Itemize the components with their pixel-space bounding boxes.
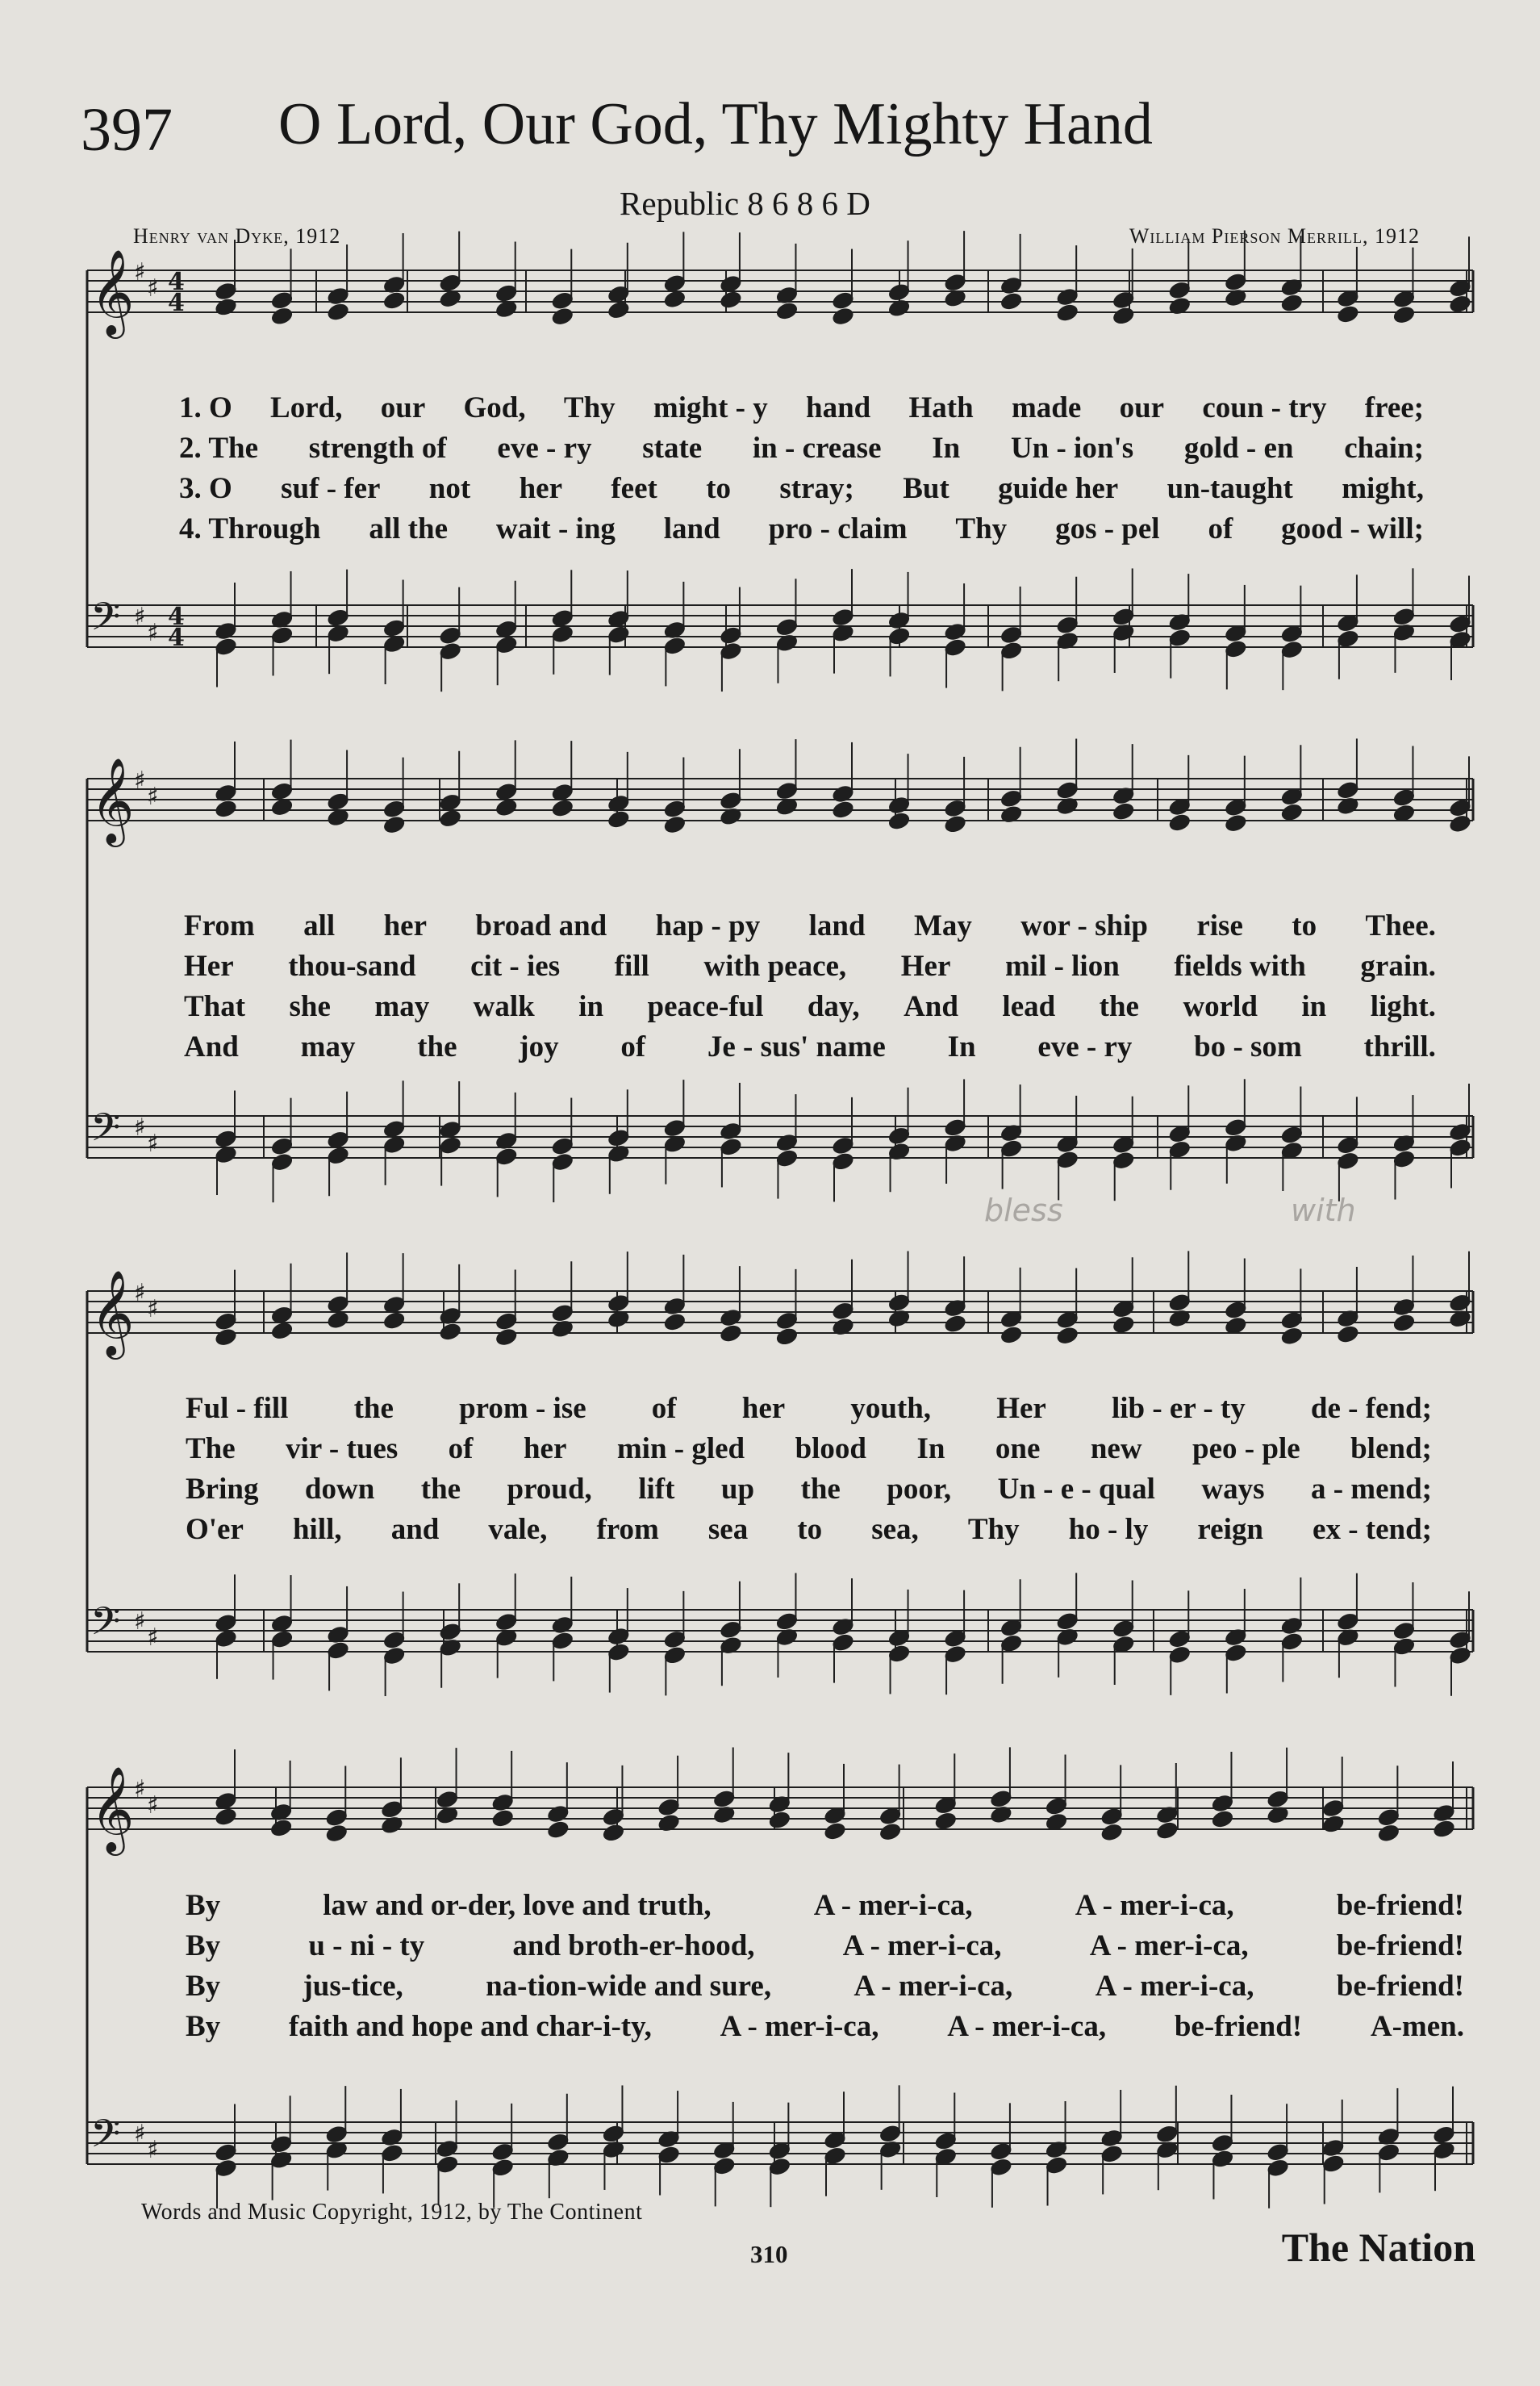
note-head [1167,295,1192,316]
note-head [324,1823,349,1844]
lyric-syllable: And [184,1030,239,1063]
lyric-syllable: lead [1002,990,1056,1023]
lyric-syllable: Ful - fill [186,1392,289,1425]
lyric-syllable: gold - en [1183,432,1294,465]
lyric-syllable: By [186,1970,221,2003]
note-head [831,306,856,327]
lyric-syllable: her [523,1432,567,1465]
lyric-syllable: 1. O [179,391,232,424]
lyric-syllable: joy [519,1030,559,1063]
lyric-syllable: And [904,990,958,1023]
lyric-syllable: may [374,990,430,1023]
note-head [999,804,1024,825]
lyric-syllable: O'er [186,1513,244,1546]
lyric-syllable: A - mer-i-ca, [853,1970,1013,2003]
lyric-syllable: the [417,1030,457,1063]
lyric-syllable: hap - py [655,909,761,942]
note-head [545,1819,570,1840]
lyric-syllable: feet [611,472,657,505]
lyric-syllable: gos - pel [1055,512,1160,545]
lyric-syllable: free; [1364,391,1424,424]
lyric-syllable: fields with [1174,950,1306,983]
bass-clef: 𝄢 [90,1105,121,1160]
lyric-syllable: to [706,472,732,505]
note-head [1055,302,1080,323]
lyric-syllable: day, [807,990,860,1023]
lyric-syllable: From [184,909,255,942]
treble-clef: 𝄞 [90,757,135,843]
time-signature: 4 [168,268,185,296]
lyric-syllable: stray; [779,472,854,505]
lyric-syllable: our [1119,391,1165,424]
note-head [1335,1323,1360,1344]
note-head [999,1324,1024,1345]
lyric-syllable: Thy [967,1513,1020,1546]
lyric-syllable: u - ni - ty [308,1929,425,1962]
lyric-syllable: By [186,1929,221,1962]
key-sharp: ♯ [134,603,146,631]
lyric-syllable: hand [806,391,871,424]
note-head [1223,813,1248,834]
note-head [823,1820,848,1841]
key-sharp: ♯ [134,258,146,286]
note-head [657,1812,682,1833]
lyric-syllable: Her [900,950,951,983]
lyric-syllable: of [651,1392,677,1425]
note-head [1223,287,1248,308]
lyric-syllable: Thy [955,512,1008,545]
music-credit: William Pierson Merrill, 1912 [1129,224,1420,248]
note-head [831,799,856,820]
bass-clef: 𝄢 [90,1598,121,1653]
lyric-syllable: of [620,1030,646,1063]
note-head [1279,292,1304,313]
note-head [1055,1325,1080,1346]
lyric-syllable: ex - tend; [1313,1513,1432,1546]
lyric-syllable: down [304,1473,375,1506]
note-head [382,1310,407,1331]
note-head [1167,812,1192,833]
lyric-syllable: faith and hope and char-i-ty, [288,2010,652,2043]
lyric-syllable: A - mer-i-ca, [720,2010,879,2043]
lyric-syllable: to [797,1513,823,1546]
lyric-syllable: wait - ing [495,512,616,545]
note-head [1111,305,1136,326]
lyric-syllable: That [184,990,246,1023]
lyric-syllable: sea, [871,1513,919,1546]
note-head [494,1327,519,1348]
verse-line [186,1431,1432,1466]
note-head [887,298,912,319]
verse-line [179,512,1424,546]
lyric-syllable: lift [638,1473,675,1506]
lyric-syllable: of [448,1432,474,1465]
lyric-syllable: bo - som [1194,1030,1302,1063]
note-head [269,306,294,327]
lyric-syllable: reign [1197,1513,1263,1546]
lyric-syllable: Je - sus' name [707,1030,886,1063]
note-head [601,1822,626,1843]
note-head [774,1326,799,1347]
lyric-syllable: cit - ies [470,950,561,983]
lyric-syllable: A - mer-i-ca, [1075,1889,1234,1922]
treble-clef: 𝄞 [90,1765,135,1852]
note-head [1448,1308,1473,1329]
lyric-syllable: In [947,1030,976,1063]
bass-clef: 𝄢 [90,2111,121,2166]
key-sharp: ♯ [147,1623,159,1652]
key-sharp: ♯ [147,2136,159,2164]
lyric-syllable: peo - ple [1192,1432,1300,1465]
key-sharp: ♯ [147,783,159,811]
lyric-syllable: eve - ry [497,432,592,465]
note-head [1279,1326,1304,1347]
note-head [662,814,687,835]
tune-name: Republic 8 6 8 6 D [620,185,870,222]
lyric-syllable: proud, [507,1473,592,1506]
lyric-syllable: poor, [887,1473,952,1506]
lyric-syllable: In [916,1432,945,1465]
lyric-syllable: grain. [1360,950,1436,983]
lyric-syllable: jus-tice, [303,1970,403,2003]
lyric-syllable: not [428,472,471,505]
key-sharp: ♯ [147,1295,159,1323]
lyric-syllable: in - crease [752,432,882,465]
words-credit: Henry van Dyke, 1912 [133,224,341,248]
lyric-syllable: In [932,432,961,465]
note-head [1100,1822,1125,1843]
lyric-syllable: A - mer-i-ca, [947,2010,1107,2043]
verse-line [184,949,1436,984]
note-head [831,1316,856,1337]
lyric-syllable: A-men. [1370,2010,1464,2043]
lyric-syllable: By [186,2010,221,2043]
note-head [1154,1820,1179,1841]
verse-line [184,1030,1436,1064]
note-head [269,1817,294,1838]
time-signature: 4 [168,289,185,317]
note-head [712,1804,737,1825]
lyric-syllable: coun - try [1202,391,1327,424]
lyric-syllable: 2. The [179,432,259,465]
lyric-syllable: a - mend; [1310,1473,1432,1506]
key-sharp: ♯ [134,1775,146,1803]
note-head [606,809,631,829]
lyric-syllable: vale, [488,1513,548,1546]
lyric-syllable: min - gled [616,1432,745,1465]
lyric-syllable: Un - ion's [1010,432,1134,465]
lyric-syllable: May [913,909,972,942]
lyric-syllable: and [390,1513,440,1546]
copyright-notice: Words and Music Copyright, 1912, by The Continent [141,2200,643,2225]
lyric-syllable: ho - ly [1068,1513,1149,1546]
note-head [999,290,1024,311]
lyric-syllable: walk [473,990,535,1023]
lyric-syllable: peace-ful [647,990,764,1023]
key-sharp: ♯ [134,1114,146,1142]
lyric-syllable: in [1301,990,1327,1023]
key-sharp: ♯ [134,767,146,795]
lyric-syllable: world [1183,990,1258,1023]
note-head [1432,1818,1457,1839]
note-head [490,1807,515,1828]
lyric-syllable: land [663,512,720,545]
lyric-syllable: suf - fer [281,472,381,505]
time-signature: 4 [168,624,185,652]
note-head [662,1311,687,1332]
lyric-syllable: to [1292,909,1317,942]
note-head [1392,1312,1417,1333]
verse-line [179,471,1424,506]
note-head [382,814,407,835]
lyric-syllable: the [1099,990,1139,1023]
lyric-syllable: guide her [998,472,1119,505]
lyric-syllable: eve - ry [1037,1030,1133,1063]
note-head [767,1809,792,1830]
lyric-syllable: Bring [186,1473,259,1506]
lyric-syllable: 3. O [179,472,232,505]
lyric-syllable: be-friend! [1336,1970,1464,2003]
bass-clef: 𝄢 [90,594,121,649]
lyric-syllable: wor - ship [1020,909,1148,942]
lyric-syllable: good - will; [1281,512,1424,545]
lyric-syllable: chain; [1344,432,1424,465]
note-head [214,296,239,317]
verse-line [179,391,1424,425]
lyric-syllable: prom - ise [459,1392,586,1425]
note-head [1448,813,1473,834]
lyric-syllable: mil - lion [1004,950,1120,983]
note-head [988,1804,1013,1825]
lyric-syllable: all [303,909,336,942]
lyric-syllable: the [353,1392,394,1425]
lyric-syllable: sea [707,1513,749,1546]
time-signature: 4 [168,603,185,631]
lyric-syllable: she [289,990,331,1023]
lyric-syllable: Thee. [1365,909,1436,942]
note-head [214,798,239,819]
key-sharp: ♯ [134,1607,146,1636]
note-head [1055,796,1080,817]
note-head [943,813,968,834]
lyric-syllable: de - fend; [1310,1392,1432,1425]
lyric-syllable: new [1090,1432,1142,1465]
lyric-syllable: land [808,909,866,942]
key-sharp: ♯ [147,274,159,303]
note-head [718,1323,743,1343]
verse-line [184,989,1436,1024]
lyric-syllable: na-tion-wide and sure, [486,1970,772,2003]
lyric-syllable: Un - e - qual [997,1473,1155,1506]
verse-line [186,1888,1464,1923]
lyric-syllable: our [380,391,426,424]
lyric-syllable: be-friend! [1336,1889,1464,1922]
lyric-syllable: be-friend! [1174,2010,1303,2043]
verse-line [179,431,1424,466]
note-head [550,797,575,818]
lyric-syllable: made [1011,391,1082,424]
lyric-syllable: blend; [1350,1432,1432,1465]
lyric-syllable: broad and [475,909,607,942]
lyric-syllable: the [800,1473,841,1506]
lyric-syllable: law and or-der, love and truth, [323,1889,712,1922]
lyric-syllable: and broth-er-hood, [512,1929,755,1962]
lyric-syllable: up [720,1473,755,1506]
note-head [943,1313,968,1334]
key-sharp: ♯ [147,619,159,647]
lyric-syllable: youth, [850,1392,932,1425]
lyric-syllable: A - mer-i-ca, [1089,1929,1249,1962]
note-head [1335,303,1360,324]
lyric-syllable: might, [1342,472,1424,505]
lyric-syllable: the [420,1473,461,1506]
note-head [887,810,912,831]
hymn-title: O Lord, Our God, Thy Mighty Hand [278,91,1153,157]
lyric-syllable: rise [1196,909,1243,942]
page-number: 310 [750,2240,788,2268]
lyric-syllable: Lord, [270,391,343,424]
hymn-number: 397 [81,96,173,164]
note-head [1111,800,1136,821]
pencil-note: bless [984,1193,1063,1228]
note-head [887,1308,912,1329]
note-head [379,1815,404,1836]
lyric-syllable: vir - tues [286,1432,399,1465]
lyric-syllable: her [741,1392,786,1425]
lyric-syllable: Thy [563,391,616,424]
note-head [718,806,743,827]
verse-line [186,1928,1464,1963]
key-sharp: ♯ [134,2120,146,2148]
lyric-syllable: might - y [653,391,768,424]
verse-line [186,2009,1464,2044]
note-head [214,1327,239,1348]
note-head [326,301,351,322]
lyric-syllable: By [186,1889,221,1922]
lyric-syllable: her [383,909,427,942]
lyric-syllable: be-friend! [1336,1929,1464,1962]
lyric-syllable: state [642,432,703,465]
note-head [550,306,575,327]
lyric-syllable: Hath [908,391,974,424]
note-head [214,1806,239,1827]
lyric-syllable: un-taught [1166,472,1293,505]
lyric-syllable: 4. Through [179,512,321,545]
lyric-syllable: lib - er - ty [1111,1392,1246,1425]
note-head [1335,796,1360,817]
lyric-syllable: hill, [292,1513,342,1546]
lyric-syllable: light. [1370,990,1436,1023]
note-head [878,1821,903,1842]
lyric-syllable: A - mer-i-ca, [1095,1970,1254,2003]
note-head [1376,1823,1401,1844]
lyric-syllable: may [300,1030,356,1063]
verse-line [186,1391,1432,1426]
lyric-syllable: Her [184,950,234,983]
verse-line [186,1969,1464,2004]
verse-line [186,1472,1432,1506]
note-head [550,1318,575,1339]
verse-line [184,909,1436,943]
lyric-syllable: in [578,990,604,1023]
note-head [774,300,799,321]
key-sharp: ♯ [147,1130,159,1158]
lyric-syllable: her [519,472,562,505]
lyric-syllable: blood [795,1432,867,1465]
note-head [382,290,407,311]
lyric-syllable: strength of [308,432,447,465]
note-head [1321,1813,1346,1834]
treble-clef: 𝄞 [90,1269,135,1356]
note-head [1266,1804,1291,1825]
section-title: The Nation [1281,2225,1475,2270]
lyric-syllable: The [186,1432,236,1465]
lyric-syllable: God, [463,391,526,424]
note-head [1167,1308,1192,1329]
pencil-note: with [1291,1193,1356,1228]
note-head [1210,1808,1235,1829]
lyric-syllable: from [596,1513,659,1546]
lyric-syllable: A - mer-i-ca, [813,1889,973,1922]
lyric-syllable: ways [1201,1473,1265,1506]
lyric-syllable: But [903,472,949,505]
lyric-syllable: Her [996,1392,1046,1425]
lyric-syllable: of [1208,512,1233,545]
note-head [438,1321,463,1342]
note-head [1392,304,1417,325]
key-sharp: ♯ [134,1279,146,1307]
lyric-syllable: all the [369,512,449,545]
key-sharp: ♯ [147,1791,159,1820]
treble-clef: 𝄞 [90,249,135,335]
lyric-syllable: thou-sand [288,950,416,983]
lyric-syllable: A - mer-i-ca, [842,1929,1002,1962]
verse-line [186,1512,1432,1547]
lyric-syllable: with peace, [703,950,847,983]
lyric-syllable: fill [614,950,649,983]
lyric-syllable: pro - claim [768,512,908,545]
lyric-syllable: thrill. [1363,1030,1436,1063]
lyric-syllable: one [995,1432,1041,1465]
note-head [718,289,743,310]
